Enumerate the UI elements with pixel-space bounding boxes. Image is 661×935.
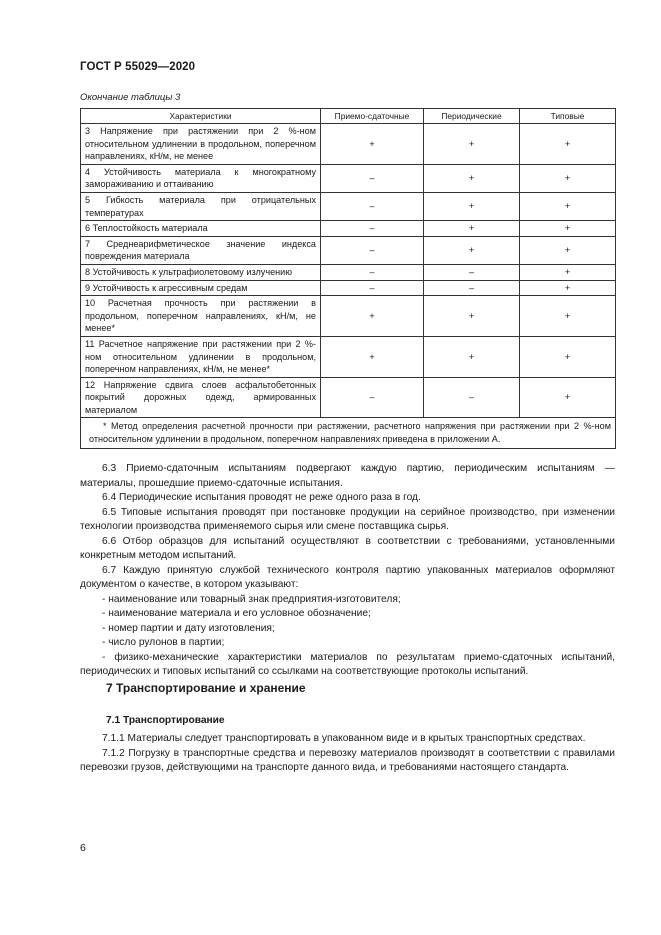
characteristic-name: 9 Устойчивость к агрессивным средам	[81, 280, 321, 296]
table-row	[81, 264, 616, 280]
table-row	[81, 280, 616, 296]
column-header-periodic: Периодические	[424, 109, 520, 124]
type-mark: +	[520, 336, 616, 377]
type-mark: +	[520, 377, 616, 418]
type-mark: +	[520, 221, 616, 237]
paragraph-7-1-2: 7.1.2 Погрузку в транспортные средства и перевозку материалов производят в соответствии с правилами перевозки грузов, действующими на транспорте данного вида, и требованиями настоящего стандарта.	[80, 747, 615, 773]
table-footnote: * Метод определения расчетной прочности при растяжении, расчетного напряжения при растяжении при 2 %-ном относительном удлинении в продольном, поперечном направлениях приведена в приложении А.	[81, 418, 616, 449]
periodic-mark: +	[424, 164, 520, 192]
acceptance-mark: –	[321, 164, 424, 192]
periodic-mark: +	[424, 124, 520, 165]
acceptance-mark: +	[321, 296, 424, 337]
paragraph-6-6: 6.6 Отбор образцов для испытаний осуществляют в соответствии с требованиями, установленными конкретным методом испытаний.	[80, 535, 615, 561]
type-mark: +	[520, 124, 616, 165]
table-footnote-row	[81, 418, 616, 449]
periodic-mark: –	[424, 377, 520, 418]
subsection-7-1-title: 7.1 Транспортирование	[106, 715, 225, 726]
type-mark: +	[520, 296, 616, 337]
list-item: - число рулонов в партии;	[102, 637, 225, 648]
acceptance-mark: +	[321, 336, 424, 377]
list-item: - номер партии и дату изготовления;	[102, 622, 275, 634]
type-mark: +	[520, 164, 616, 192]
acceptance-mark: +	[321, 124, 424, 165]
acceptance-mark: –	[321, 192, 424, 220]
type-mark: +	[520, 264, 616, 280]
column-header-characteristics: Характеристики	[81, 109, 321, 124]
section-7-text	[80, 732, 615, 776]
acceptance-mark: –	[321, 221, 424, 237]
column-header-acceptance: Приемо-сдаточные	[321, 109, 424, 124]
table-row	[81, 236, 616, 264]
acceptance-mark: –	[321, 264, 424, 280]
list-item: - наименование материала и его условное обозначение;	[102, 608, 371, 619]
periodic-mark: +	[424, 192, 520, 220]
column-header-type: Типовые	[520, 109, 616, 124]
characteristic-name: 6 Теплостойкость материала	[81, 221, 321, 237]
periodic-mark: –	[424, 264, 520, 280]
paragraph-6-7: 6.7 Каждую принятую службой технического контроля партию упакованных материалов оформляют документом о качестве, в котором указывают:	[80, 564, 615, 590]
table-row	[81, 221, 616, 237]
characteristic-name: 10 Расчетная прочность при растяжении в продольном, поперечном направлениях, кН/м, не менее*	[81, 296, 321, 337]
list-item: - физико-механические характеристики материалов по результатам приемо-сдаточных испытаний, периодических и типовых испытаний со ссылками на соответствующие протоколы испытаний.	[80, 651, 615, 677]
characteristic-name: 11 Расчетное напряжение при растяжении при 2 %-ном относительном удлинении в продольном, поперечном направлениях, кН/м, не менее*	[81, 336, 321, 377]
characteristic-name: 8 Устойчивость к ультрафиолетовому излучению	[81, 264, 321, 280]
type-mark: +	[520, 236, 616, 264]
paragraph-6-5: 6.5 Типовые испытания проводят при постановке продукции на серийное производство, при изменении технологии производства применяемого сырья или смене поставщика сырья.	[80, 506, 615, 532]
page-number: 6	[80, 842, 86, 854]
acceptance-mark: –	[321, 377, 424, 418]
periodic-mark: +	[424, 221, 520, 237]
test-types-table	[80, 108, 616, 449]
table-row	[81, 192, 616, 220]
list-item: - наименование или товарный знак предприятия-изготовителя;	[102, 593, 401, 605]
table-caption: Окончание таблицы 3	[80, 92, 181, 103]
characteristic-name: 5 Гибкость материала при отрицательных температурах	[81, 192, 321, 220]
characteristic-name: 3 Напряжение при растяжении при 2 %-ном относительном удлинении в продольном, поперечном направлениях, кН/м, не менее	[81, 124, 321, 165]
type-mark: +	[520, 280, 616, 296]
paragraph-7-1-1: 7.1.1 Материалы следует транспортировать в упакованном виде и в крытых транспортных средствах.	[102, 733, 586, 744]
periodic-mark: +	[424, 336, 520, 377]
characteristic-name: 4 Устойчивость материала к многократному замораживанию и оттаиванию	[81, 164, 321, 192]
periodic-mark: –	[424, 280, 520, 296]
characteristic-name: 12 Напряжение сдвига слоев асфальтобетонных покрытий дорожных одежд, армированных материалом	[81, 377, 321, 418]
periodic-mark: +	[424, 296, 520, 337]
paragraph-6-3: 6.3 Приемо-сдаточным испытаниям подвергают каждую партию, периодическим испытаниям — материалы, прошедшие приемо-сдаточные испытания.	[80, 463, 615, 489]
table-row	[81, 164, 616, 192]
table-row	[81, 296, 616, 337]
document-header: ГОСТ Р 55029—2020	[80, 61, 196, 73]
table-row	[81, 377, 616, 418]
acceptance-mark: –	[321, 236, 424, 264]
table-row	[81, 124, 616, 165]
paragraph-6-4: 6.4 Периодические испытания проводят не реже одного раза в год.	[102, 492, 421, 503]
acceptance-mark: –	[321, 280, 424, 296]
section-7-title: 7 Транспортирование и хранение	[106, 681, 306, 695]
section-6-text	[80, 462, 615, 680]
characteristic-name: 7 Среднеарифметическое значение индекса повреждения материала	[81, 236, 321, 264]
type-mark: +	[520, 192, 616, 220]
periodic-mark: +	[424, 236, 520, 264]
table-header-row	[81, 109, 616, 124]
table-row	[81, 336, 616, 377]
